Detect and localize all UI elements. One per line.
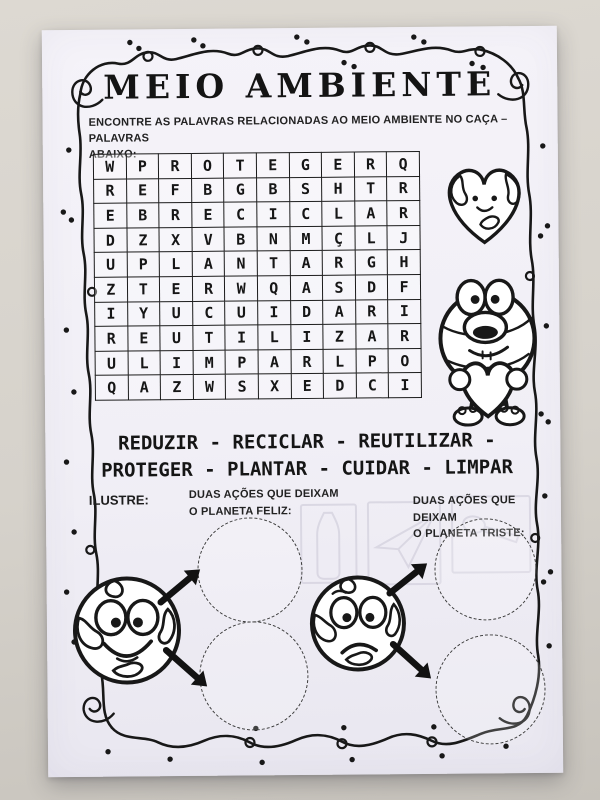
grid-cell: U: [160, 326, 193, 351]
happy-earth-icon: [70, 573, 184, 687]
grid-cell: D: [323, 373, 356, 398]
grid-cell: Z: [323, 324, 356, 349]
grid-cell: C: [224, 202, 257, 227]
grid-cell: C: [192, 301, 225, 326]
grid-cell: E: [94, 203, 127, 228]
grid-cell: R: [94, 179, 127, 204]
grid-cell: A: [192, 252, 225, 277]
grid-row: [95, 373, 421, 400]
grid-cell: S: [226, 374, 259, 399]
grid-cell: C: [356, 373, 389, 398]
grid-cell: T: [193, 325, 226, 350]
grid-cell: W: [93, 154, 126, 179]
grid-cell: E: [256, 153, 289, 178]
happy-prompt: [189, 486, 339, 520]
grid-cell: D: [355, 275, 388, 300]
instructions-line-1: ENCONTRE AS PALAVRAS RELACIONADAS AO MEIO AMBIENTE NO CAÇA – PALAVRAS: [88, 113, 508, 145]
grid-row: [95, 324, 421, 351]
grid-cell: A: [128, 375, 161, 400]
word-search-grid: [93, 151, 422, 401]
sad-prompt-line-1: DUAS AÇÕES QUE DEIXAM: [412, 494, 516, 524]
grid-cell: R: [291, 349, 324, 374]
grid-cell: E: [127, 326, 160, 351]
grid-cell: F: [388, 274, 421, 299]
grid-cell: P: [127, 252, 160, 277]
grid-cell: I: [257, 202, 290, 227]
grid-cell: L: [128, 350, 161, 375]
grid-cell: Q: [95, 375, 128, 400]
grid-cell: Q: [387, 151, 420, 176]
grid-cell: N: [257, 226, 290, 251]
grid-cell: J: [387, 225, 420, 250]
grid-cell: O: [191, 153, 224, 178]
grid-row: [93, 151, 419, 178]
drawing-slot-sad-1: [434, 518, 537, 621]
grid-cell: S: [289, 177, 322, 202]
grid-row: [94, 176, 420, 203]
grid-cell: I: [160, 350, 193, 375]
drawing-slot-sad-2: [435, 634, 546, 745]
illustrate-label: ILUSTRE:: [88, 492, 149, 508]
grid-cell: Y: [127, 301, 160, 326]
grid-cell: A: [355, 201, 388, 226]
grid-cell: Z: [160, 375, 193, 400]
grid-cell: U: [160, 301, 193, 326]
globe-mascot-icon: [422, 266, 553, 439]
grid-cell: E: [126, 178, 159, 203]
grid-cell: X: [258, 374, 291, 399]
grid-cell: I: [388, 299, 421, 324]
grid-cell: S: [323, 275, 356, 300]
grid-cell: C: [289, 202, 322, 227]
grid-cell: Q: [257, 276, 290, 301]
grid-cell: B: [224, 227, 257, 252]
grid-cell: U: [95, 351, 128, 376]
grid-cell: H: [388, 250, 421, 275]
grid-cell: Z: [94, 277, 127, 302]
grid-row: [95, 299, 421, 326]
grid-cell: H: [322, 177, 355, 202]
grid-cell: I: [389, 373, 422, 398]
grid-cell: V: [192, 227, 225, 252]
grid-cell: B: [257, 177, 290, 202]
grid-cell: R: [387, 176, 420, 201]
grid-cell: N: [225, 251, 258, 276]
grid-row: [94, 274, 420, 301]
grid-cell: X: [159, 227, 192, 252]
grid-cell: T: [127, 277, 160, 302]
grid-cell: E: [192, 202, 225, 227]
grid-cell: E: [321, 152, 354, 177]
grid-cell: L: [258, 325, 291, 350]
grid-cell: A: [356, 324, 389, 349]
grid-cell: E: [291, 374, 324, 399]
grid-cell: T: [257, 251, 290, 276]
grid-cell: O: [388, 348, 421, 373]
happy-prompt-line-1: DUAS AÇÕES QUE DEIXAM: [188, 487, 339, 501]
grid-cell: R: [387, 201, 420, 226]
grid-cell: M: [290, 226, 323, 251]
grid-cell: R: [159, 153, 192, 178]
heart-earth-icon: [436, 162, 533, 251]
grid-cell: A: [258, 349, 291, 374]
grid-row: [95, 348, 421, 375]
happy-prompt-line-2: O PLANETA FELIZ:: [188, 504, 292, 518]
grid-cell: W: [225, 276, 258, 301]
grid-cell: M: [193, 350, 226, 375]
grid-cell: A: [290, 275, 323, 300]
grid-cell: B: [126, 203, 159, 228]
word-list-line-2: PROTEGER - PLANTAR - CUIDAR - LIMPAR: [101, 456, 514, 482]
grid-cell: G: [355, 250, 388, 275]
grid-cell: P: [126, 154, 159, 179]
grid-cell: Ç: [322, 226, 355, 251]
grid-cell: G: [289, 152, 322, 177]
grid-cell: I: [95, 302, 128, 327]
grid-cell: B: [191, 178, 224, 203]
grid-cell: R: [355, 299, 388, 324]
word-list: [49, 427, 564, 485]
grid-cell: R: [322, 250, 355, 275]
grid-cell: L: [355, 226, 388, 251]
grid-cell: R: [354, 152, 387, 177]
grid-cell: U: [225, 300, 258, 325]
drawing-slot-happy-1: [197, 517, 303, 623]
grid-cell: A: [290, 251, 323, 276]
grid-cell: D: [94, 228, 127, 253]
grid-cell: F: [159, 178, 192, 203]
grid-cell: U: [94, 252, 127, 277]
grid-cell: D: [290, 300, 323, 325]
grid-cell: I: [258, 300, 291, 325]
worksheet-paper: [42, 26, 563, 777]
grid-cell: L: [322, 201, 355, 226]
sad-earth-icon: [307, 572, 409, 674]
grid-row: [94, 250, 420, 277]
grid-cell: R: [159, 203, 192, 228]
word-list-line-1: REDUZIR - RECICLAR - REUTILIZAR -: [118, 429, 496, 455]
grid-cell: R: [388, 324, 421, 349]
grid-cell: I: [225, 325, 258, 350]
grid-cell: W: [193, 375, 226, 400]
grid-cell: R: [95, 326, 128, 351]
grid-cell: P: [225, 350, 258, 375]
grid-cell: I: [290, 324, 323, 349]
page-title: MEIO AMBIENTE: [103, 64, 497, 107]
grid-cell: G: [224, 177, 257, 202]
grid-cell: E: [160, 276, 193, 301]
grid-cell: T: [354, 176, 387, 201]
grid-cell: T: [224, 153, 257, 178]
grid-cell: R: [192, 276, 225, 301]
grid-row: [94, 201, 420, 228]
sad-prompt-line-2: O PLANETA TRISTE:: [413, 527, 525, 541]
instructions-line-2: ABAIXO:: [88, 148, 137, 161]
grid-row: [94, 225, 420, 252]
grid-cell: P: [356, 348, 389, 373]
grid-cell: A: [323, 300, 356, 325]
grid-cell: L: [323, 349, 356, 374]
grid-cell: Z: [127, 228, 160, 253]
grid-cell: L: [159, 252, 192, 277]
drawing-slot-happy-2: [199, 621, 309, 731]
